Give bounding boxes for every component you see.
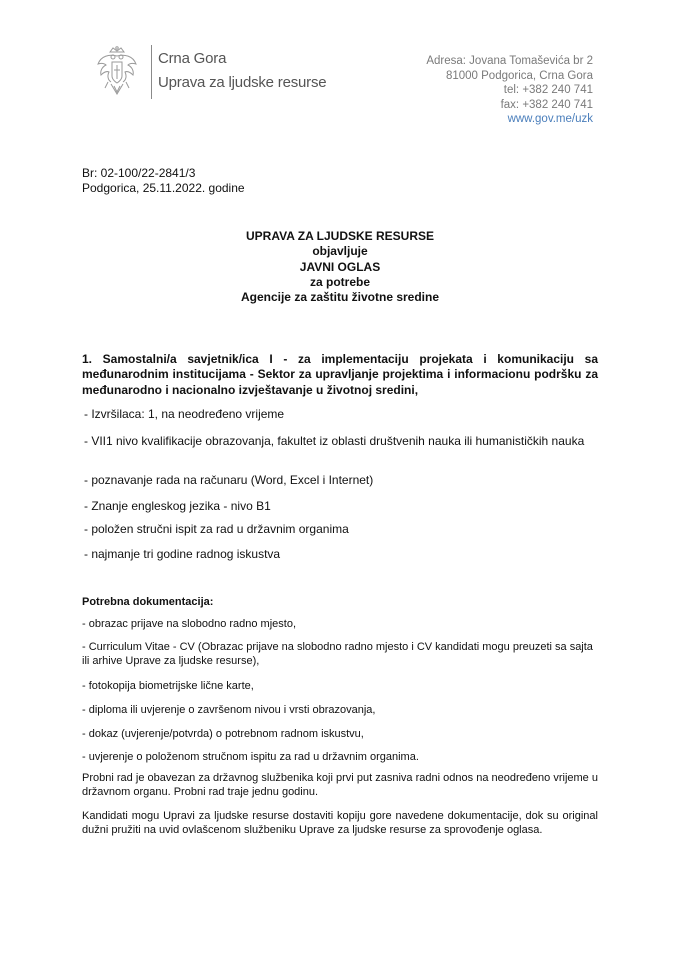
org-country: Crna Gora [158, 50, 227, 67]
requirement-item: - Znanje engleskog jezika - nivo B1 [84, 499, 271, 513]
title-line-2: objavljuje [312, 244, 368, 259]
requirement-item: - poznavanje rada na računaru (Word, Excel i Internet) [84, 473, 374, 487]
documentation-item: - fotokopija biometrijske lične karte, [82, 680, 254, 692]
documentation-heading: Potrebna dokumentacija: [82, 596, 214, 608]
title-line-3: JAVNI OGLAS [299, 259, 381, 274]
requirement-item: - VII1 nivo kvalifikacije obrazovanja, fakultet iz oblasti društvenih nauka ili humanističkih nauka [84, 434, 585, 448]
reference-number: Br: 02-100/22-2841/3 [82, 166, 196, 180]
address-line-1: Adresa: Jovana Tomaševića br 2 [426, 55, 593, 67]
reference-block [82, 166, 245, 196]
title-block [82, 229, 598, 305]
contact-block [426, 54, 593, 127]
title-line-4: za potrebe [309, 274, 370, 289]
documentation-item: - obrazac prijave na slobodno radno mjesto, [82, 618, 297, 630]
requirement-item: - Izvršilaca: 1, na neodređeno vrijeme [84, 407, 285, 421]
fax: fax: +382 240 741 [500, 98, 593, 111]
telephone: tel: +382 240 741 [503, 84, 593, 97]
documentation-item: - diploma ili uvjerenje o završenom nivou i vrsti obrazovanja, [82, 704, 376, 716]
org-name: Uprava za ljudske resurse [158, 74, 327, 91]
requirement-item: - najmanje tri godine radnog iskustva [84, 547, 281, 561]
place-date: Podgorica, 25.11.2022. godine [82, 181, 245, 195]
address-line-2: 81000 Podgorica, Crna Gora [445, 69, 593, 82]
position-heading: 1. Samostalni/a savjetnik/ica I - za implementaciju projekata i komunikaciju sa međunarodnim institucijama - Sektor za upravljanje projektima i informacionu podršku za međunarodno i nacionalno izvještavanje u životnoj sredini, [82, 352, 598, 397]
requirement-item: - položen stručni ispit za rad u državnim organima [84, 522, 349, 536]
title-line-5: Agencije za zaštitu životne sredine [240, 290, 440, 305]
title-line-1: UPRAVA ZA LJUDSKE RESURSE [245, 229, 435, 243]
documentation-item: - dokaz (uvjerenje/potvrda) o potrebnom radnom iskustvu, [82, 728, 364, 740]
coat-of-arms-icon [95, 46, 139, 98]
website-link[interactable]: www.gov.me/uzk [507, 113, 593, 126]
closing-paragraph: Kandidati mogu Upravi za ljudske resurse dostaviti kopiju gore navedene dokumentacije, dok su original dužni pružiti na uvid ovlašcenom službeniku Uprave za ljudske resurse za sprovođenje oglasa. [82, 810, 598, 837]
documentation-item: - Curriculum Vitae - CV (Obrazac prijave na slobodno radno mjesto i CV kandidati mogu preuzeti sa sajta ili arhive Uprave za ljudske resurse), [82, 641, 593, 667]
institution-name [158, 47, 326, 95]
header-divider [151, 45, 152, 99]
documentation-item: - uvjerenje o položenom stručnom ispitu za rad u državnim organima. [82, 751, 419, 763]
probation-paragraph: Probni rad je obavezan za državnog službenika koji prvi put zasniva radni odnos na neodređeno vrijeme u državnom organu. Probni rad traje jednu godinu. [82, 772, 598, 799]
